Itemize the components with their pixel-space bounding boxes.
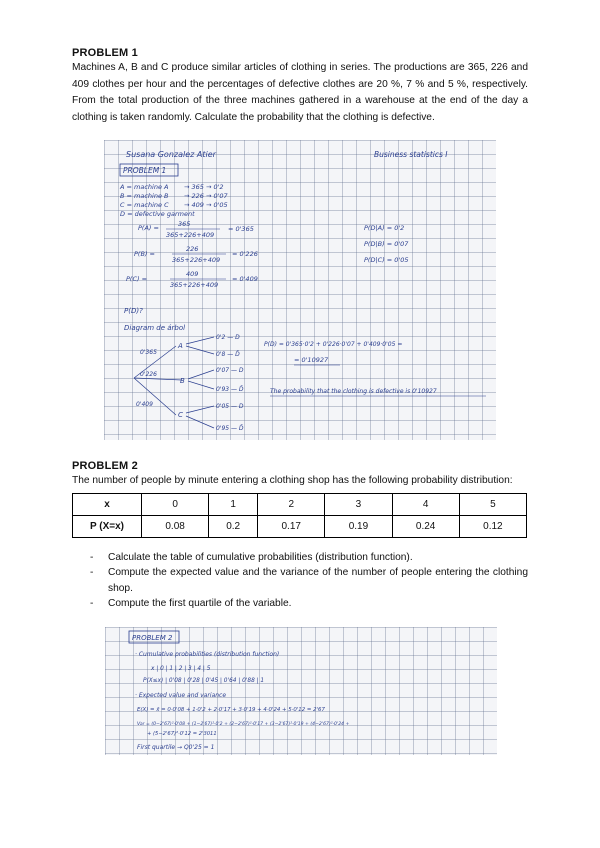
problem1-handwriting <box>104 140 496 440</box>
arr-a: → 365 → 0'2 <box>184 183 224 191</box>
pa-den: 365+226+409 <box>166 231 215 239</box>
pc-num: 409 <box>186 270 199 278</box>
def-b: B = machine B <box>120 192 169 200</box>
problem2-handwriting <box>105 627 497 755</box>
node-b: B <box>180 377 185 385</box>
task-item: - Compute the first quartile of the variable. <box>108 596 528 612</box>
def-c: C = machine C <box>120 201 169 209</box>
pb-num: 226 <box>186 245 199 253</box>
problem1-statement: Machines A, B and C produce similar articles of clothing in series. The productions are 365, 226 and 409 clothes per hour and the percentages of defective clothes are 20 %, 7 % and 5 %, respectively. From the total production of the three machines gathered in a warehouse at the end of the day a clothing is taken randomly. Calculate the probability that the clothing is defective. <box>72 62 528 123</box>
table-row-x <box>73 493 527 515</box>
conclusion: The probability that the clothing is defective is 0'10927 <box>270 388 437 395</box>
branch-b: 0'226 <box>140 371 157 378</box>
p2-hw-title: PROBLEM 2 <box>132 633 173 642</box>
problem1-heading: PROBLEM 1 <box>72 47 138 59</box>
tree-title: Diagram de árbol <box>124 324 186 332</box>
node-c: C <box>178 411 183 419</box>
total-equation: P(D) = 0'365·0'2 + 0'226·0'07 + 0'409·0'05 = <box>264 341 403 348</box>
p2-item1: · Cumulative probabilities (distribution function) <box>135 650 280 658</box>
p2-quartile: First quartile → Q0'25 = 1 <box>137 743 215 751</box>
document-page <box>72 47 528 755</box>
x-header: x <box>73 493 142 515</box>
arr-c: → 409 → 0'05 <box>184 201 228 209</box>
leaf-c1: 0'05 — D <box>216 403 244 410</box>
branch-a: 0'365 <box>140 349 157 356</box>
arr-b: → 226 → 0'07 <box>184 192 228 200</box>
p-cell: 0.08 <box>142 515 209 537</box>
p-cell: 0.17 <box>258 515 325 537</box>
p2-row-p: P(X≤x) | 0'08 | 0'28 | 0'45 | 0'64 | 0'88 | 1 <box>143 677 265 684</box>
pc-res: = 0'409 <box>232 275 258 283</box>
cond-a: P(D|A) = 0'2 <box>364 224 405 232</box>
student-name: Susana Gonzalez Atier <box>126 150 216 159</box>
p2-var-line2: + (5−2'67)²·0'12 = 2'3011 <box>147 730 217 737</box>
leaf-b1: 0'07 — D <box>216 367 244 374</box>
cond-b: P(D|B) = 0'07 <box>364 240 409 248</box>
task-item: - Calculate the table of cumulative probabilities (distribution function). <box>108 550 528 566</box>
hw-title: PROBLEM 1 <box>123 166 167 175</box>
node-a: A <box>178 342 183 350</box>
p-header: P (X=x) <box>73 515 142 537</box>
leaf-a1: 0'2 — D <box>216 334 240 341</box>
x-cell: 1 <box>209 493 258 515</box>
question-pd: P(D)? <box>124 307 143 315</box>
pc-lhs: P(C) = <box>126 275 148 283</box>
subject-name: Business statistics I <box>374 150 448 159</box>
pa-num: 365 <box>178 220 191 228</box>
probability-table <box>72 493 527 538</box>
total-result: = 0'10927 <box>294 356 329 364</box>
cond-c: P(D|C) = 0'05 <box>364 256 409 264</box>
p2-expected: E(X) = x̄ = 0·0'08 + 1·0'2 + 2·0'17 + 3·0'19 + 4·0'24 + 5·0'12 = 2'67 <box>137 706 325 713</box>
p2-var-line1: Var = (0−2'67)²·0'08 + (1−2'67)²·0'2 + (2−2'67)²·0'17 + (3−2'67)²·0'19 + (4−2'67)²·0'24 + <box>137 721 350 727</box>
leaf-c2: 0'95 — D̄ <box>216 425 244 432</box>
task-item: - Compute the expected value and the variance of the number of people entering the clothing shop. <box>108 565 528 596</box>
x-cell: 0 <box>142 493 209 515</box>
problem2-handwritten-solution <box>105 627 497 755</box>
problem2-heading: PROBLEM 2 <box>72 460 138 472</box>
problem1-handwritten-solution <box>104 140 496 440</box>
leaf-a2: 0'8 — D̄ <box>216 351 240 358</box>
p2-row-x: x | 0 | 1 | 2 | 3 | 4 | 5 <box>151 665 211 672</box>
x-cell: 2 <box>258 493 325 515</box>
problem2-statement: The number of people by minute entering a clothing shop has the following probability distribution: <box>72 475 513 486</box>
x-cell: 4 <box>392 493 459 515</box>
table-row-p <box>73 515 527 537</box>
branch-c: 0'409 <box>136 401 153 408</box>
p-cell: 0.19 <box>325 515 392 537</box>
pb-lhs: P(B) = <box>134 250 155 258</box>
x-cell: 5 <box>459 493 526 515</box>
p-cell: 0.24 <box>392 515 459 537</box>
p2-item2: · Expected value and variance <box>135 691 227 699</box>
pa-lhs: P(A) = <box>138 224 159 232</box>
pb-den: 365+226+409 <box>172 256 221 264</box>
def-d: D = defective garment <box>120 210 195 218</box>
pa-res: = 0'365 <box>228 225 254 233</box>
x-cell: 3 <box>325 493 392 515</box>
p-cell: 0.2 <box>209 515 258 537</box>
leaf-b2: 0'93 — D̄ <box>216 386 244 393</box>
def-a: A = machine A <box>120 183 169 191</box>
task-list <box>72 550 528 612</box>
pc-den: 365+226+409 <box>170 281 219 289</box>
pb-res: = 0'226 <box>232 250 258 258</box>
p-cell: 0.12 <box>459 515 526 537</box>
